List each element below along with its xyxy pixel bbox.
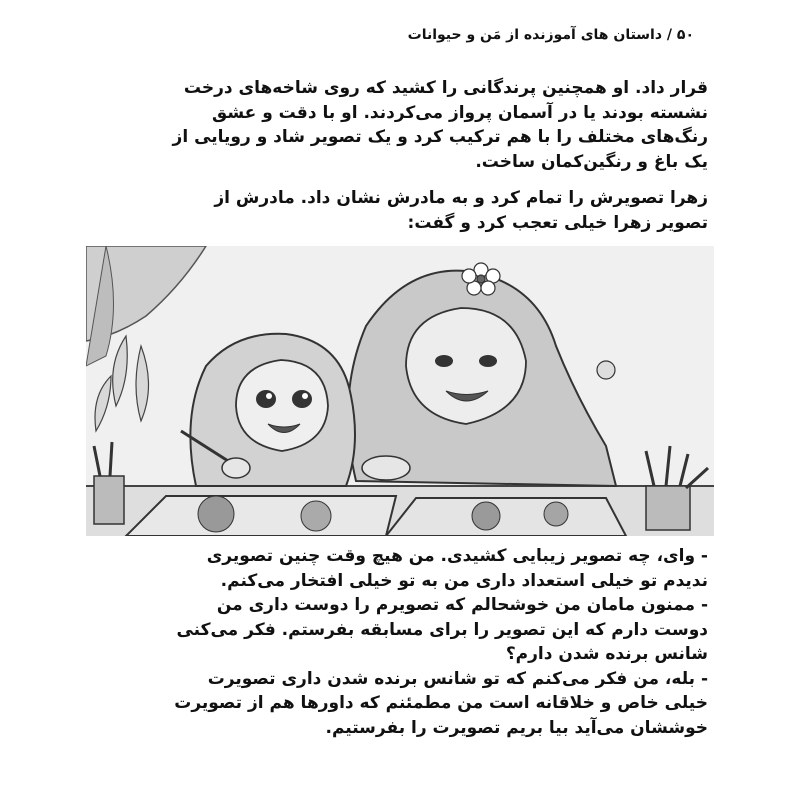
paragraph-2 xyxy=(92,186,708,235)
dialogue-line: - ممنون مامان من خوشحالم که تصویرم را دوست داری من xyxy=(216,595,708,615)
running-header: ۵۰ / داستان های آموزنده از مَن و حیوانات xyxy=(407,27,694,43)
dialogue-line: خیلی خاص و خلاقانه است من مطمئنم که داورها هم از تصویرت xyxy=(174,693,708,713)
text-line: یک باغ و رنگین‌کمان ساخت. xyxy=(475,151,708,172)
dialogue-line: - بله، من فکر می‌کنم که تو شانس برنده شدن داری تصویرت xyxy=(207,668,708,689)
dialogue-line: ندیدم تو خیلی استعداد داری من به تو خیلی افتخار می‌کنم. xyxy=(220,570,708,591)
dialogue-line: خوششان می‌آید بیا بریم تصویرت را بفرستیم. xyxy=(325,717,708,738)
paragraph-1 xyxy=(92,76,708,174)
dialogue-line: - وای، چه تصویر زیبایی کشیدی. من هیچ وقت چنین تصویری xyxy=(206,546,708,566)
dialogue-line: دوست دارم که این تصویر را برای مسابقه بفرستم. فکر می‌کنی xyxy=(176,619,708,640)
text-line: زهرا تصویرش را تمام کرد و به مادرش نشان داد. مادرش از xyxy=(214,188,708,208)
text-line: قرار داد. او همچنین پرندگانی را کشید که روی شاخه‌های درخت xyxy=(183,78,708,98)
dialogue xyxy=(92,544,708,740)
dialogue-line: شانس برنده شدن دارم؟ xyxy=(505,644,708,664)
text-line: رنگ‌های مختلف را با هم ترکیب کرد و یک تصویر شاد و رویایی از xyxy=(172,127,708,147)
text-line: تصویر زهرا خیلی تعجب کرد و گفت: xyxy=(407,212,708,233)
text-line: نشسته بودند یا در آسمان پرواز می‌کردند. او با دقت و عشق xyxy=(212,102,708,123)
illustration xyxy=(86,246,714,536)
mother-daughter-painting-illustration xyxy=(86,246,714,536)
